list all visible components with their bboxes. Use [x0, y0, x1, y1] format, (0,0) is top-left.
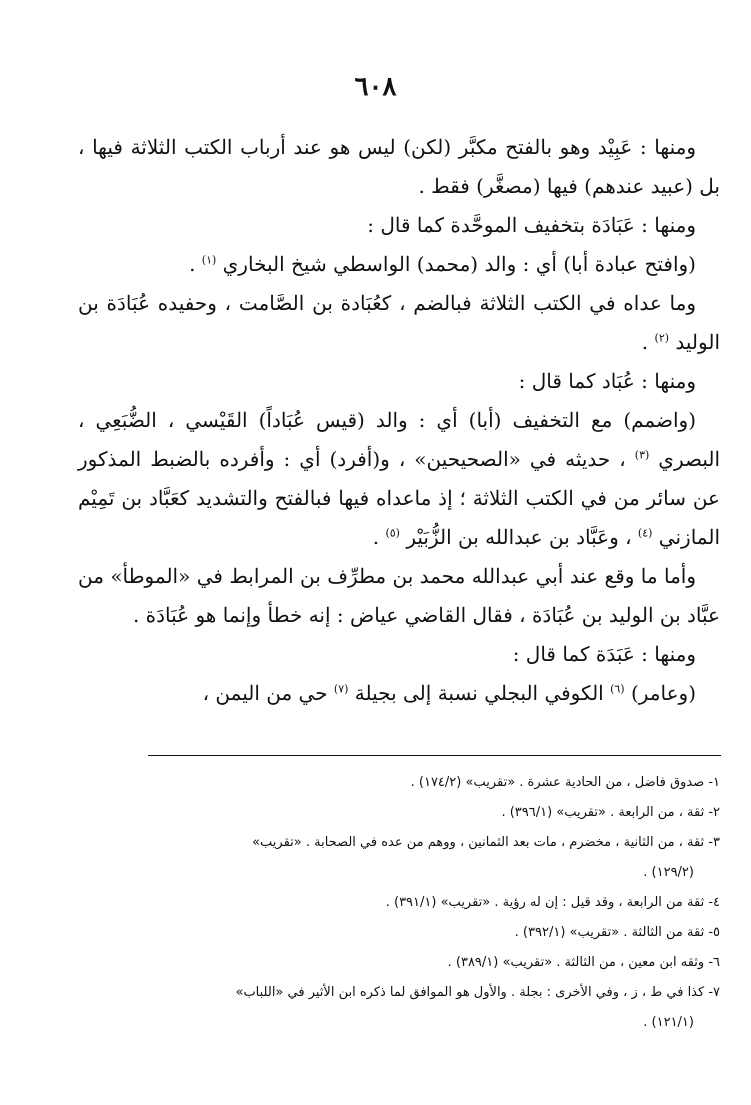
footnote-2: ٢- ثقة ، من الرابعة . «تقريب» (٣٩٦/١) .: [501, 805, 720, 820]
footnote-ref: (٧): [333, 682, 349, 696]
footnote-ref: (٥): [385, 526, 400, 540]
footnote-7: ٧- كذا في ط ، ز ، وفي الأخرى : بجلة . والأول هو الموافق لما ذكره ابن الأثير في «اللباب»: [235, 985, 720, 1000]
paragraph: (وافتح عبادة أبا) أي : والد (محمد) الواسطي شيخ البخاري $^{(١)}$ .: [189, 252, 696, 276]
page-number: ٦٠٨: [354, 72, 397, 102]
paragraph: وأما ما وقع عند أبي عبدالله محمد بن مطرِّف بن المرابط في «الموطأ» من عبَّاد بن الوليد بن عُبَادَة ، فقال القاضي عياض : إنه خطأ وإنما هو عُبَادَة .: [78, 564, 720, 627]
paragraph: وما عداه في الكتب الثلاثة فبالضم ، كعُبَادة بن الصَّامت ، وحفيده عُبَادَة بن الوليد $^{(٢)}$ .: [78, 291, 720, 354]
footnote-3: ٣- ثقة ، من الثانية ، مخضرم ، مات بعد الثمانين ، ووهم من عده في الصحابة . «تقريب»: [252, 835, 720, 850]
footnote-ref: (٣): [634, 448, 650, 462]
footnote-5: ٥- ثقة من الثالثة . «تقريب» (٣٩٢/١) .: [514, 925, 720, 940]
paragraph: (وعامر) $^{(٦)}$ الكوفي البجلي نسبة إلى بجيلة $^{(٧)}$ حي من اليمن ،: [202, 681, 696, 705]
footnote-7-continued: (١٢١/١) .: [643, 1015, 694, 1030]
footnote-ref: (٤): [637, 526, 653, 540]
footnotes: [78, 768, 720, 1038]
footnote-6: ٦- وثقه ابن معين ، من الثالثة . «تقريب» (٣٨٩/١) .: [447, 955, 720, 970]
footnote-3-continued: (١٢٩/٢) .: [643, 865, 694, 880]
paragraph: ومنها : عَبَادَة بتخفيف الموحَّدة كما قال :: [367, 213, 696, 237]
paragraph: ومنها : عَبَدَة كما قال :: [512, 642, 696, 666]
footnote-ref: (٢): [654, 331, 670, 345]
paragraph: ومنها : عُبَاد كما قال :: [518, 369, 696, 393]
footnote-divider: [148, 755, 721, 756]
footnote-ref: (١): [201, 253, 217, 267]
paragraph: (واضمم) مع التخفيف (أبا) أي : والد (قيس عُبَاداً) القَيْسي ، الضُّبَعِي ، البصري $^{(٣)}$ ، حديثه في «الصحيحين» ، و(أفرد) أي : وأفرده بالضبط المذكور عن سائر من في الكتب الثلاثة ؛ إذ ماعداه فيها فبالفتح والتشديد كعَبَّاد بن تَمِيْم المازني $^{(٤)}$ ، وعَبَّاد بن عبدالله بن الزُّبَيْر $^{(٥)}$ .: [78, 408, 721, 549]
main-text: [78, 128, 720, 713]
footnote-4: ٤- ثقة من الرابعة ، وقد قيل : إن له رؤية . «تقريب» (٣٩١/١) .: [385, 895, 720, 910]
footnote-ref: (٦): [610, 682, 625, 696]
footnote-1: ١- صدوق فاضل ، من الحادية عشرة . «تقريب» (١٧٤/٢) .: [410, 775, 720, 790]
paragraph: ومنها : عَبِيْد وهو بالفتح مكبَّر (لكن) ليس هو عند أرباب الكتب الثلاثة فيها ، بل (عبيد عندهم) فيها (مصغَّر) فقط .: [78, 135, 720, 198]
